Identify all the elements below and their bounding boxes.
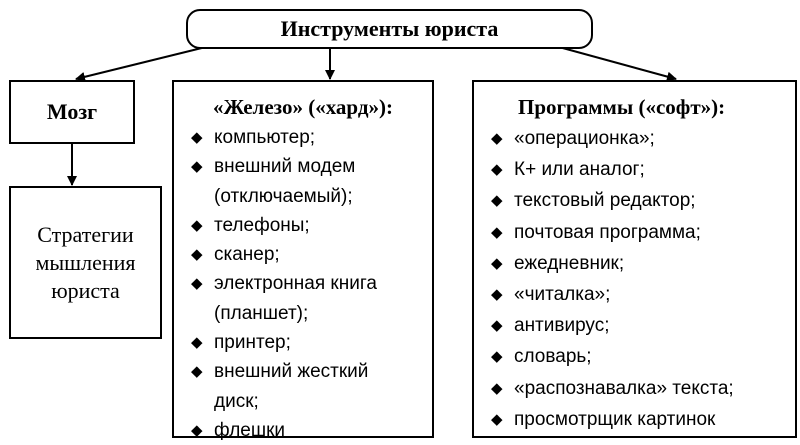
hardware-list: [188, 123, 432, 445]
bullet-icon: ◆: [491, 223, 503, 241]
bullet-icon: ◆: [491, 410, 503, 428]
list-item-continuation: (отключаемый);: [214, 185, 353, 207]
strategy-line: мышления: [35, 249, 136, 275]
bullet-icon: ◆: [191, 158, 203, 176]
bullet-icon: ◆: [191, 275, 203, 293]
bullet-icon: ◆: [491, 379, 503, 397]
bullet-icon: ◆: [191, 216, 203, 234]
list-item: ◆ антивирус;: [488, 310, 795, 341]
list-item-continuation: диск;: [214, 390, 259, 412]
root-node: [186, 9, 593, 49]
arrow-to-brain: [76, 44, 218, 79]
bullet-icon: ◆: [191, 334, 203, 352]
hardware-title: «Железо» («хард»):: [213, 95, 393, 119]
software-list: [488, 123, 795, 435]
list-item: ◆ электронная книга: [188, 269, 432, 298]
list-item: ◆ просмотрщик картинок: [488, 404, 795, 435]
brain-label: Мозг: [46, 99, 98, 124]
hardware-node: [172, 80, 434, 441]
arrow-to-software: [548, 44, 676, 79]
root-label: Инструменты юриста: [280, 16, 499, 41]
software-node: [472, 80, 797, 438]
list-item: ◆ сканер;: [188, 240, 432, 269]
bullet-icon: ◆: [191, 421, 203, 439]
brain-node: [9, 80, 135, 144]
bullet-icon: ◆: [191, 246, 203, 264]
bullet-icon: ◆: [191, 129, 203, 146]
list-item: ◆ «операционка»;: [488, 123, 795, 154]
bullet-icon: ◆: [491, 161, 503, 179]
list-item: ◆ текстовый редактор;: [488, 185, 795, 216]
list-item: ◆ телефоны;: [188, 211, 432, 240]
list-item-continuation: (планшет);: [214, 302, 309, 324]
bullet-icon: ◆: [191, 363, 203, 381]
strategy-node: [9, 186, 162, 339]
list-item: ◆ К+ или аналог;: [488, 154, 795, 185]
list-item: ◆ словарь;: [488, 341, 795, 372]
bullet-icon: ◆: [491, 348, 503, 366]
bullet-icon: ◆: [491, 254, 503, 272]
list-item: ◆ ежедневник;: [488, 248, 795, 279]
bullet-icon: ◆: [491, 130, 503, 147]
list-item: ◆ «читалка»;: [488, 279, 795, 310]
list-item: ◆ внешний модем: [188, 152, 432, 181]
strategy-line: юриста: [51, 277, 120, 303]
list-item: ◆ «распознавалка» текста;: [488, 373, 795, 404]
software-title: Программы («софт»):: [518, 95, 726, 119]
bullet-icon: ◆: [491, 286, 503, 304]
list-item: ◆ принтер;: [188, 328, 432, 357]
strategy-line: Стратегии: [37, 221, 134, 247]
list-item: ◆ почтовая программа;: [488, 217, 795, 248]
bullet-icon: ◆: [491, 192, 503, 210]
bullet-icon: ◆: [491, 317, 503, 335]
list-item: ◆ флешки: [188, 416, 432, 445]
list-item: ◆ внешний жесткий: [188, 357, 432, 386]
list-item: ◆ компьютер;: [188, 123, 432, 152]
